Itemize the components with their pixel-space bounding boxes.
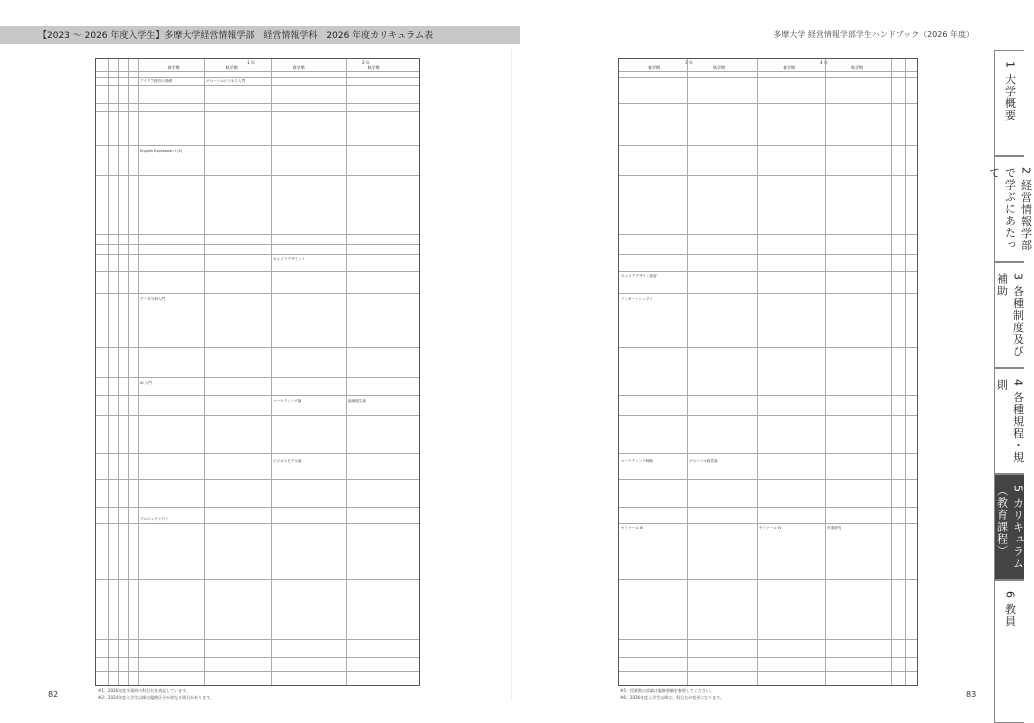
section-tabs bbox=[987, 50, 1033, 723]
tab-systems[interactable]: 3 各種制度及び補助 bbox=[994, 262, 1024, 368]
course-entry: マーケティング戦略 bbox=[621, 459, 653, 463]
course-entry: データ分析入門 bbox=[140, 297, 166, 301]
course-entry: 地域創生論 bbox=[348, 399, 366, 403]
footnote: ※1：2026年度卒業時の科目名を表記しています。 bbox=[98, 688, 190, 693]
term-header: 秋学期 bbox=[367, 65, 380, 70]
term-header: 秋学期 bbox=[713, 65, 725, 70]
curriculum-table-left bbox=[95, 58, 420, 686]
page-number: 82 bbox=[48, 690, 59, 699]
page-title: 【2023 ～ 2026 年度入学生】多摩大学経営情報学部 経営情報学科 2026 年度カリキュラム表 bbox=[38, 31, 434, 41]
handbook-title: 多摩大学 経営情報学部学生ハンドブック（2026 年度） bbox=[773, 30, 974, 39]
course-entry: English Expression I (3) bbox=[140, 149, 183, 153]
spread-divider bbox=[511, 50, 512, 700]
course-entry: ゼミナール IV bbox=[759, 526, 782, 530]
year-header: 1 年 bbox=[247, 60, 255, 65]
term-header: 秋学期 bbox=[851, 65, 863, 70]
course-entry: ゼミナール III bbox=[621, 526, 644, 530]
page-number: 83 bbox=[966, 690, 977, 699]
course-entry: アイデア経営の基礎 bbox=[140, 79, 173, 83]
term-header: 春学期 bbox=[167, 65, 180, 70]
course-entry: マーケティング論 bbox=[273, 399, 302, 403]
tab-faculty[interactable]: 6 教員 bbox=[994, 580, 1024, 723]
course-entry: 卒業研究 bbox=[827, 526, 842, 530]
tab-overview[interactable]: 1 大学概要 bbox=[994, 50, 1024, 156]
year-header: 2 年 bbox=[362, 60, 370, 65]
footnote: ※6：2026年度入学生以降は、科目名が変更になります。 bbox=[620, 695, 724, 700]
course-entry: AI 入門 bbox=[140, 381, 152, 385]
course-entry: グローバル経営論 bbox=[689, 459, 718, 463]
course-entry: インターンシップ I bbox=[621, 297, 652, 301]
tab-curriculum[interactable]: 5 カリキュラム（教育課程） bbox=[994, 474, 1024, 580]
footnote: ※2：2024年度入学生以降は履修区分が異なる場合があります。 bbox=[98, 695, 214, 700]
course-entry: キャリアデザイン演習 bbox=[621, 274, 657, 278]
year-header: 4 年 bbox=[820, 60, 828, 65]
term-header: 春学期 bbox=[783, 65, 795, 70]
term-header: 秋学期 bbox=[225, 65, 238, 70]
course-entry: キャリアデザイン I bbox=[273, 257, 304, 261]
tab-regulations[interactable]: 4 各種規程・規則 bbox=[994, 368, 1024, 474]
year-header: 3 年 bbox=[685, 60, 693, 65]
course-entry: グローバルビジネス入門 bbox=[206, 79, 246, 83]
footnote: ※5：授業数の詳細は履修要綱を参照してください。 bbox=[620, 688, 714, 693]
curriculum-table-right bbox=[618, 58, 918, 686]
course-entry: ビジネスモデル論 bbox=[273, 459, 302, 463]
term-header: 春学期 bbox=[648, 65, 660, 70]
tab-learning[interactable]: 2 経営情報学部で学ぶにあたって bbox=[994, 156, 1024, 262]
term-header: 春学期 bbox=[292, 65, 305, 70]
course-entry: プロジェクトゼミ bbox=[140, 517, 169, 521]
